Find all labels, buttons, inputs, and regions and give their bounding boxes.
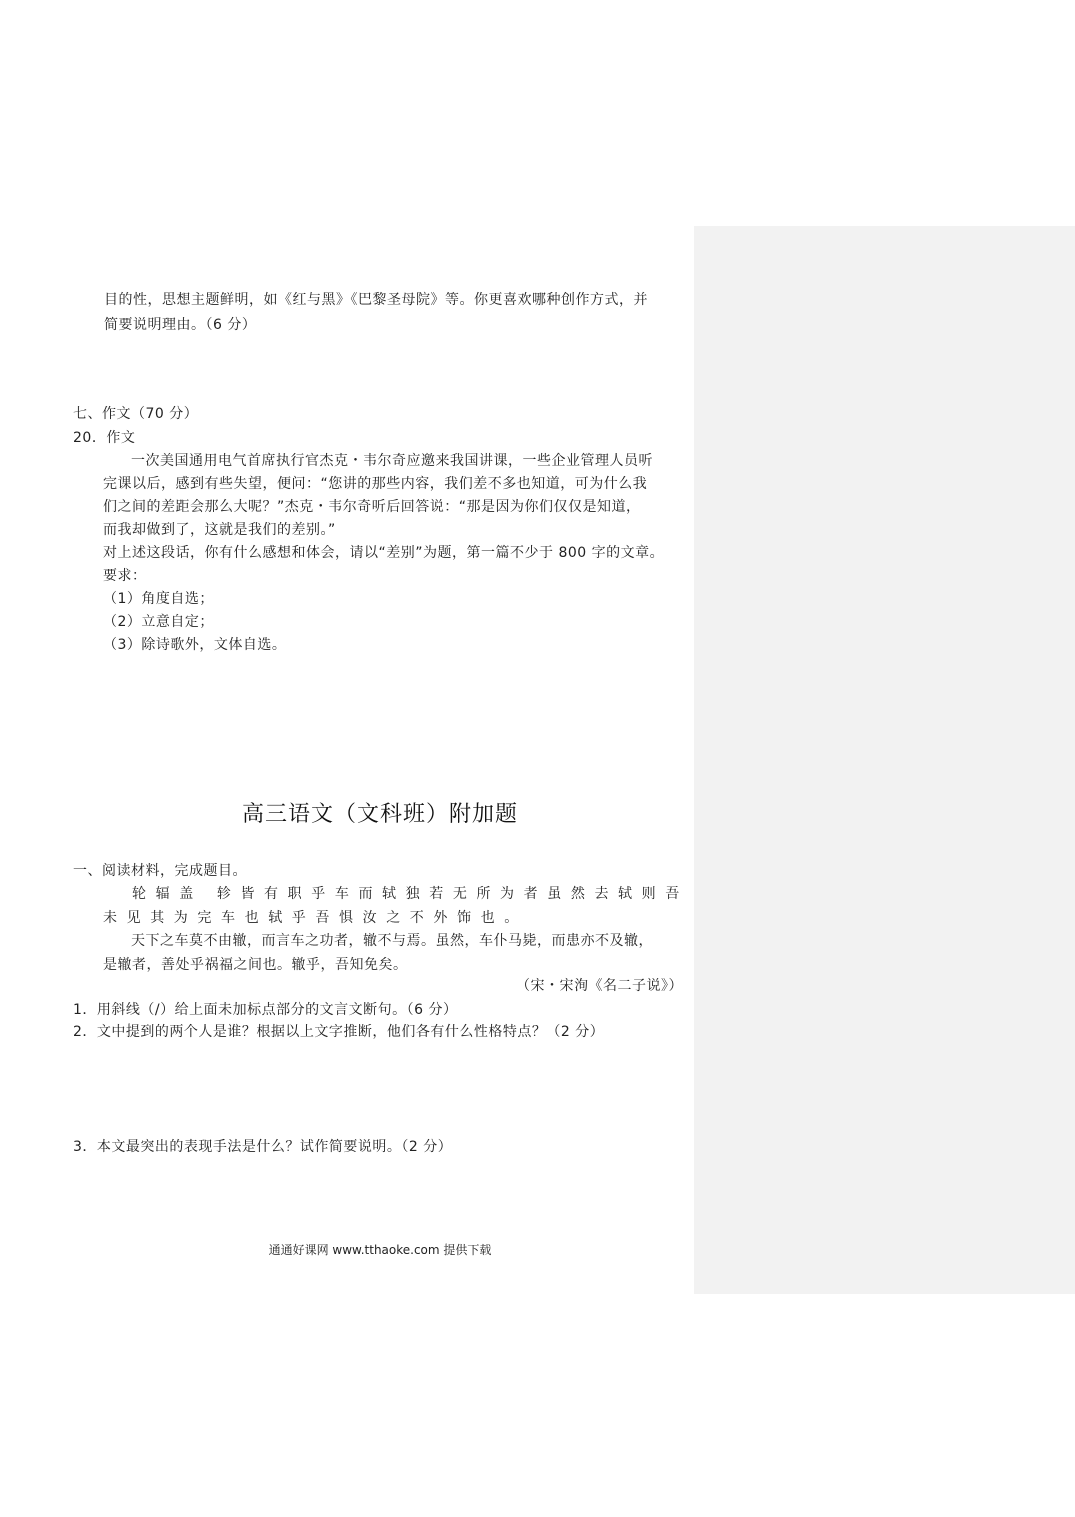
essay-passage-line: 们之间的差距会那么大呢？”杰克・韦尔奇听后回答说：“那是因为你们仅仅是知道，	[103, 499, 641, 515]
requirement-item: （1）角度自选；	[103, 591, 214, 607]
essay-section-heading: 七、作文（70 分）	[73, 406, 199, 422]
essay-prompt: 对上述这段话，你有什么感想和体会，请以“差别”为题，第一篇不少于 800 字的文章。	[103, 545, 665, 561]
essay-passage-line: 而我却做到了，这就是我们的差别。”	[103, 522, 336, 538]
bonus-title: 高三语文（文科班）附加题	[241, 802, 518, 827]
bonus-question: 2．文中提到的两个人是谁？根据以上文字推断，他们各有什么性格特点？（2 分）	[73, 1024, 605, 1040]
comment-margin-panel	[694, 226, 1075, 1294]
question-text-line: 目的性，思想主题鲜明，如《红与黑》《巴黎圣母院》等。你更喜欢哪种创作方式，并	[104, 292, 648, 308]
essay-question-label: 20．作文	[73, 430, 136, 446]
passage-source: （宋・宋洵《名二子说》）	[516, 978, 683, 994]
bonus-section-heading: 一、阅读材料，完成题目。	[73, 863, 247, 879]
classical-passage-line: 天下之车莫不由辙，而言车之功者，辙不与焉。虽然，车仆马毙，而患亦不及辙，	[131, 933, 653, 949]
bonus-question: 3．本文最突出的表现手法是什么？试作简要说明。（2 分）	[73, 1139, 453, 1155]
classical-passage-line: 是辙者，善处乎祸福之间也。辙乎，吾知免矣。	[103, 957, 408, 973]
classical-passage-line: 轮辐盖 轸皆有职乎车而轼独若无所为者虽然去轼则吾	[132, 886, 689, 902]
requirements-label: 要求：	[103, 568, 147, 584]
requirement-item: （3）除诗歌外，文体自选。	[103, 637, 287, 653]
footer-download-note: 通通好课网 www.tthaoke.com 提供下载	[268, 1243, 492, 1257]
requirement-item: （2）立意自定；	[103, 614, 214, 630]
question-text-line: 简要说明理由。（6 分）	[104, 317, 257, 333]
bonus-question: 1．用斜线（/）给上面未加标点部分的文言文断句。（6 分）	[73, 1002, 458, 1018]
essay-passage-line: 完课以后，感到有些失望，便问：“您讲的那些内容，我们差不多也知道，可为什么我	[103, 476, 648, 492]
essay-passage-line: 一次美国通用电气首席执行官杰克・韦尔奇应邀来我国讲课，一些企业管理人员听	[131, 453, 653, 469]
classical-passage-line: 未见其为完车也轼乎吾惧汝之不外饰也。	[103, 910, 528, 926]
